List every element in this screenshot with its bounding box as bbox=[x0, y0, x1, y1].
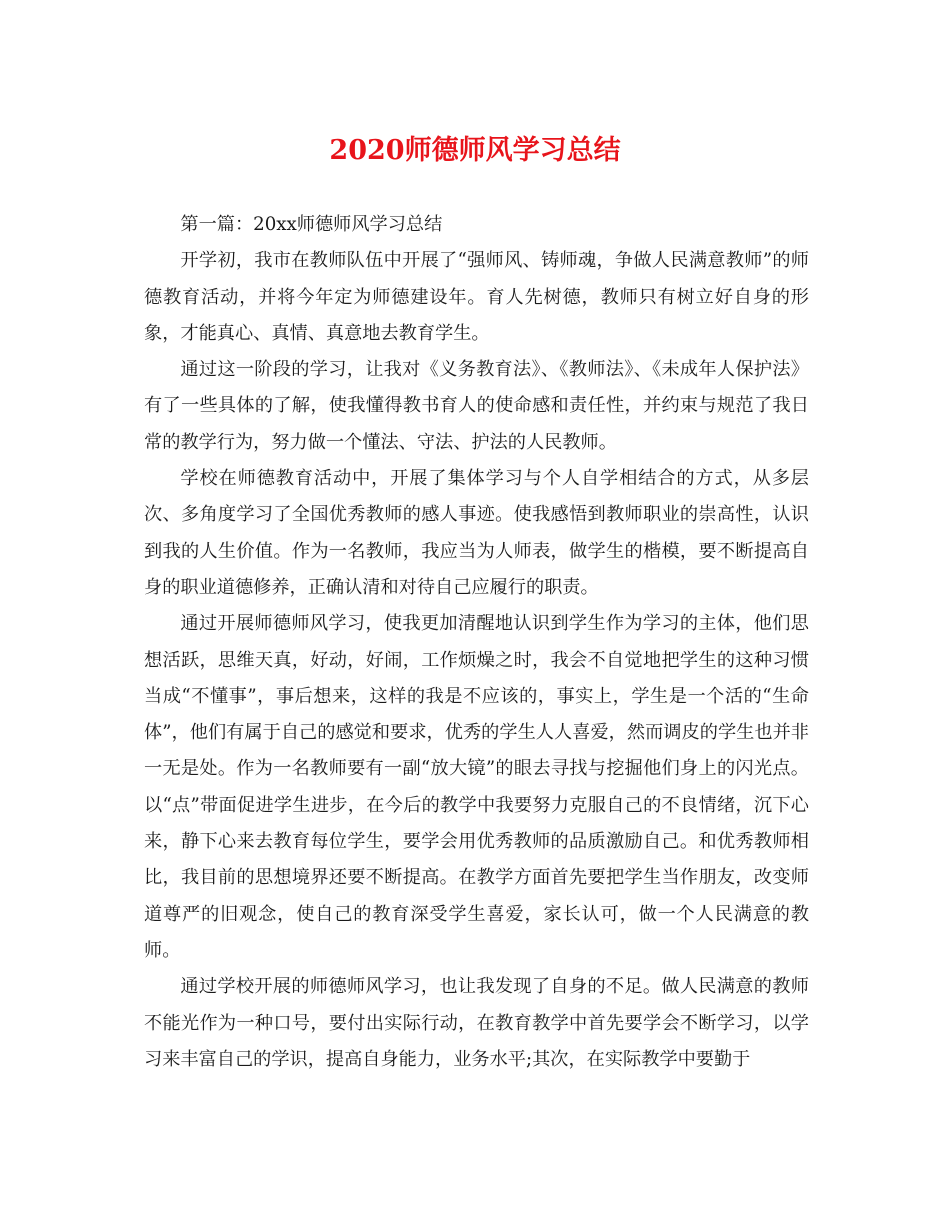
paragraph: 学校在师德教育活动中，开展了集体学习与个人自学相结合的方式，从多层次、多角度学习了全国优秀教师的感人事迹。使我感悟到教师职业的崇高性，认识到我的人生价值。作为一名教师，我应当为人师表，做学生的楷模，要不断提高自身的职业道德修养，正确认清和对待自己应履行的职责。 bbox=[144, 468, 809, 598]
paragraph: 通过这一阶段的学习，让我对《义务教育法》、《教师法》、《未成年人保护法》有了一些具体的了解，使我懂得教书育人的使命感和责任性，并约束与规范了我日常的教学行为，努力做一个懂法、守法、护法的人民教师。 bbox=[144, 359, 809, 453]
paragraph: 通过学校开展的师德师风学习，也让我发现了自身的不足。做人民满意的教师不能光作为一种口号，要付出实际行动，在教育教学中首先要学会不断学习，以学习来丰富自己的学识，提高自身能力，业务水平;其次，在实际教学中要勤于 bbox=[144, 976, 809, 1070]
paragraph: 开学初，我市在教师队伍中开展了“强师风、铸师魂，争做人民满意教师”的师德教育活动，并将今年定为师德建设年。育人先树德，教师只有树立好自身的形象，才能真心、真情、真意地去教育学生。 bbox=[144, 250, 809, 344]
paragraph: 通过开展师德师风学习，使我更加清醒地认识到学生作为学习的主体，他们思想活跃，思维天真，好动，好闹，工作烦燥之时，我会不自觉地把学生的这种习惯当成“不懂事”，事后想来，这样的我是不应该的，事实上，学生是一个活的“生命体”，他们有属于自己的感觉和要求，优秀的学生人人喜爱，然而调皮的学生也并非一无是处。作为一名教师要有一副“放大镜”的眼去寻找与挖掘他们身上的闪光点。以“点”带面促进学生进步，在今后的教学中我要努力克服自己的不良情绪，沉下心来，静下心来去教育每位学生，要学会用优秀教师的品质激励自己。和优秀教师相比，我目前的思想境界还要不断提高。在教学方面首先要把学生当作朋友，改变师道尊严的旧观念，使自己的教育深受学生喜爱，家长认可，做一个人民满意的教师。 bbox=[144, 613, 809, 961]
document-title: 2020师德师风学习总结 bbox=[329, 135, 621, 166]
section-heading: 第一篇：20xx师德师风学习总结 bbox=[180, 214, 443, 235]
document-body bbox=[144, 207, 809, 1078]
